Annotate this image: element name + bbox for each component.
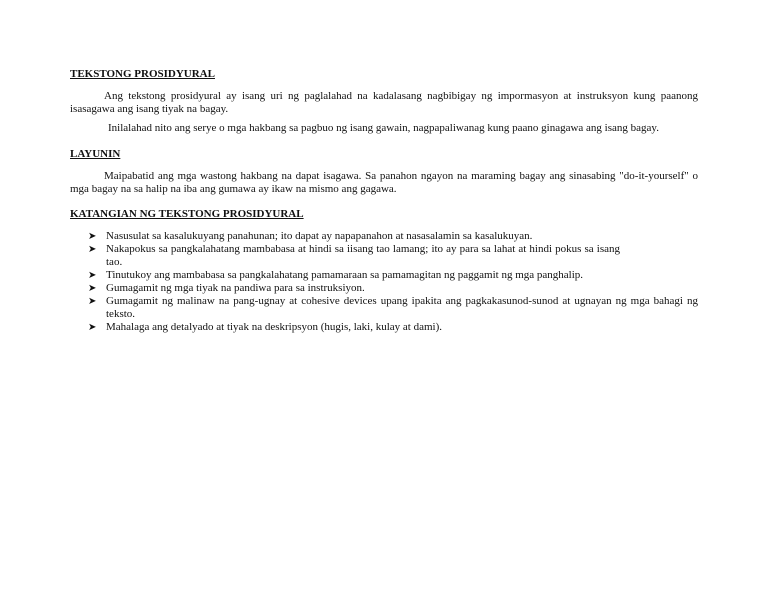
- list-item-text: Tinutukoy ang mambabasa sa pangkalahatang pamamaraan sa pamamagitan ng paggamit ng mga panghalip.: [106, 269, 584, 281]
- heading-katangian: KATANGIAN NG TEKSTONG PROSIDYURAL: [70, 208, 304, 220]
- list-item: [88, 230, 698, 243]
- list-item-text: Nasusulat sa kasalukuyang panahunan; ito dapat ay napapanahon at nasasalamin sa kasalukuyan.: [106, 230, 533, 242]
- arrow-bullet-icon: ➤: [88, 296, 97, 307]
- list-item-text: Nakapokus sa pangkalahatang mambabasa at hindi sa iisang tao lamang; ito ay para sa lahat at hindi pokus sa isang tao.: [106, 243, 620, 268]
- list-item: [88, 282, 698, 295]
- paragraph-description: Inilalahad nito ang serye o mga hakbang sa pagbuo ng isang gawain, nagpapaliwanag kung paano ginagawa ang isang bagay.: [108, 122, 659, 134]
- section-tekstong-prosidyural: [70, 68, 698, 135]
- list-item-text: Gumagamit ng malinaw na pang-ugnay at cohesive devices upang ipakita ang pagkakasunod-sunod at ugnayan ng mga bahagi ng teksto.: [106, 295, 698, 320]
- paragraph-layunin: Maipabatid ang mga wastong hakbang na dapat isagawa. Sa panahon ngayon na maraming bagay ang sinasabing "do-it-yourself" o mga bagay na sa halip na iba ang gumawa ay ikaw na mismo ang gagawa.: [70, 170, 698, 195]
- list-item-text: Mahalaga ang detalyado at tiyak na deskripsyon (hugis, laki, kulay at dami).: [106, 321, 443, 333]
- section-layunin: [70, 148, 698, 196]
- katangian-list: [70, 230, 698, 334]
- heading-layunin: LAYUNIN: [70, 148, 121, 160]
- list-item: [88, 321, 698, 334]
- arrow-bullet-icon: ➤: [88, 244, 97, 255]
- list-item: [88, 269, 698, 282]
- paragraph-definition: Ang tekstong prosidyural ay isang uri ng paglalahad na kadalasang nagbibigay ng impormasyon at instruksyon kung paanong isasagawa ang isang tiyak na bagay.: [70, 90, 698, 115]
- arrow-bullet-icon: ➤: [88, 322, 97, 333]
- list-item-text: Gumagamit ng mga tiyak na pandiwa para sa instruksiyon.: [106, 282, 365, 294]
- arrow-bullet-icon: ➤: [88, 231, 97, 242]
- section-katangian: [70, 208, 698, 334]
- arrow-bullet-icon: ➤: [88, 270, 97, 281]
- list-item: [88, 243, 698, 269]
- list-item: [88, 295, 698, 321]
- heading-tekstong-prosidyural: TEKSTONG PROSIDYURAL: [70, 68, 215, 80]
- arrow-bullet-icon: ➤: [88, 283, 97, 294]
